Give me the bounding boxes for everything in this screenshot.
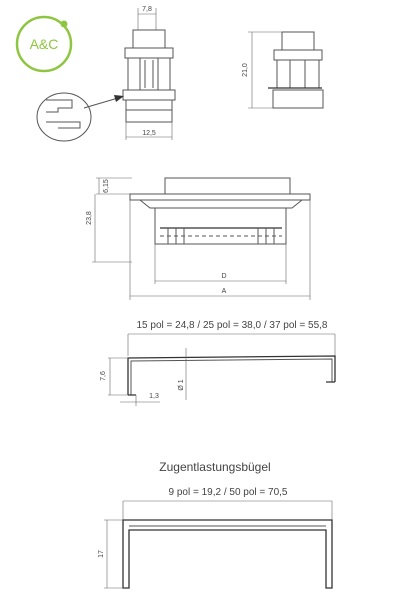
detail-profile <box>46 122 80 128</box>
bracket-view-1 <box>100 320 335 406</box>
dim-label-top-width: 7,8 <box>142 6 152 13</box>
section-bracket <box>140 200 302 244</box>
dim-label-leg-length: 1,3 <box>149 393 159 400</box>
side-head <box>282 32 314 50</box>
bracket-1-wire-inner <box>131 359 332 395</box>
dim-label-bottom-width: 12,5 <box>142 130 156 137</box>
side-base <box>273 90 323 108</box>
bracket-2-title: Zugentlastungsbügel <box>159 460 271 474</box>
side-body <box>277 60 319 88</box>
connector-flange <box>125 48 173 58</box>
dim-label-height-upper: 6,15 <box>103 179 110 193</box>
bracket-2-profile <box>123 520 332 588</box>
detail-callout <box>37 93 124 141</box>
bracket-1-caption: 15 pol = 24,8 / 25 pol = 38,0 / 37 pol = 55,8 <box>136 320 328 331</box>
cross-section-view <box>86 178 310 300</box>
connector-base <box>123 90 175 100</box>
connector-lower <box>126 100 172 122</box>
detail-arrow-line <box>84 98 118 108</box>
bracket-1-feet <box>128 382 335 395</box>
bracket-1-wire <box>128 356 335 395</box>
detail-profile <box>46 100 72 112</box>
section-flange <box>130 194 310 200</box>
logo-text: A&C <box>29 36 59 52</box>
logo <box>17 17 71 71</box>
dim-label-bracket-1-height: 7,6 <box>100 371 107 381</box>
bracket-view-2 <box>98 460 332 588</box>
dim-label-side-height: 21,0 <box>242 63 249 77</box>
dim-label-a: A <box>221 288 227 295</box>
dim-label-bracket-2-height: 17 <box>98 550 105 558</box>
connector-body <box>128 58 170 90</box>
bracket-2-caption: 9 pol = 19,2 / 50 pol = 70,5 <box>168 487 288 498</box>
connector-head <box>133 30 165 48</box>
dim-label-d: D <box>221 273 227 280</box>
logo-dot <box>61 21 68 28</box>
dim-label-height-total: 23,8 <box>86 211 93 225</box>
side-flange <box>274 50 322 60</box>
front-view <box>123 6 175 140</box>
side-view <box>242 32 323 108</box>
section-top <box>165 178 290 194</box>
dim-label-wire-diameter: Ø 1 <box>178 379 185 391</box>
